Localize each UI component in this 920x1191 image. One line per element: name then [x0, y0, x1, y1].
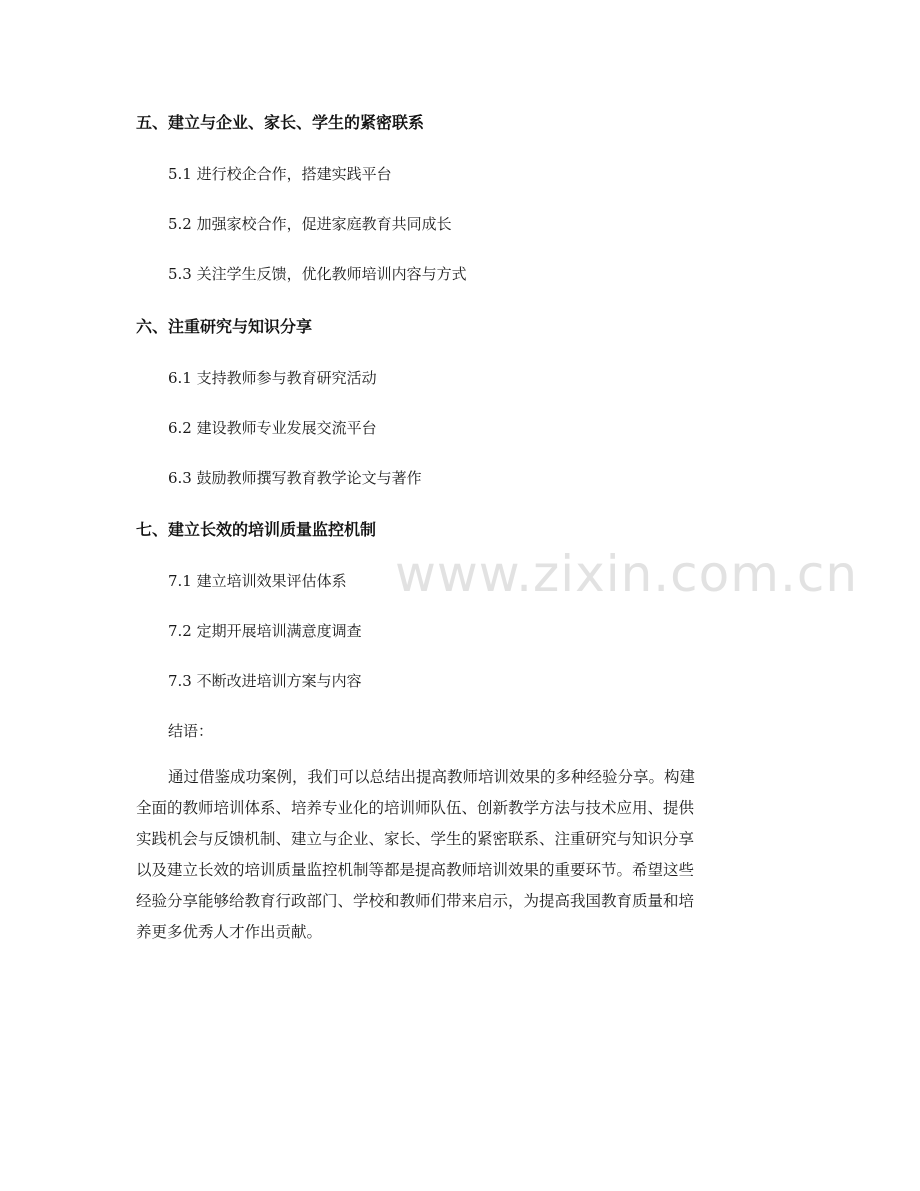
watermark: www.zixin.com.cn: [395, 545, 859, 603]
subsection-5-3: 5.3 关注学生反馈，优化教师培训内容与方式: [168, 265, 467, 283]
subsection-7-3: 7.3 不断改进培训方案与内容: [168, 672, 362, 690]
conclusion-line: 以及建立长效的培训质量监控机制等都是提高教师培训效果的重要环节。希望这些: [136, 861, 695, 879]
section-heading-5: 五、建立与企业、家长、学生的紧密联系: [136, 113, 425, 132]
subsection-6-2: 6.2 建设教师专业发展交流平台: [168, 419, 377, 437]
subsection-5-1: 5.1 进行校企合作，搭建实践平台: [168, 165, 392, 183]
conclusion-line: 养更多优秀人才作出贡献。: [136, 923, 323, 941]
subsection-7-1: 7.1 建立培训效果评估体系: [168, 572, 347, 590]
conclusion-paragraph: [136, 762, 786, 948]
conclusion-label: 结语：: [168, 722, 214, 740]
subsection-6-3: 6.3 鼓励教师撰写教育教学论文与著作: [168, 469, 422, 487]
conclusion-line: 全面的教师培训体系、培养专业化的培训师队伍、创新教学方法与技术应用、提供: [136, 799, 695, 817]
conclusion-line: 经验分享能够给教育行政部门、学校和教师们带来启示，为提高我国教育质量和培: [136, 892, 695, 910]
section-heading-6: 六、注重研究与知识分享: [136, 317, 313, 336]
conclusion-line: 实践机会与反馈机制、建立与企业、家长、学生的紧密联系、注重研究与知识分享: [136, 830, 695, 848]
section-heading-7: 七、建立长效的培训质量监控机制: [136, 520, 377, 539]
conclusion-line: 通过借鉴成功案例，我们可以总结出提高教师培训效果的多种经验分享。构建: [168, 768, 696, 786]
subsection-7-2: 7.2 定期开展培训满意度调查: [168, 622, 362, 640]
subsection-6-1: 6.1 支持教师参与教育研究活动: [168, 369, 377, 387]
subsection-5-2: 5.2 加强家校合作，促进家庭教育共同成长: [168, 215, 452, 233]
